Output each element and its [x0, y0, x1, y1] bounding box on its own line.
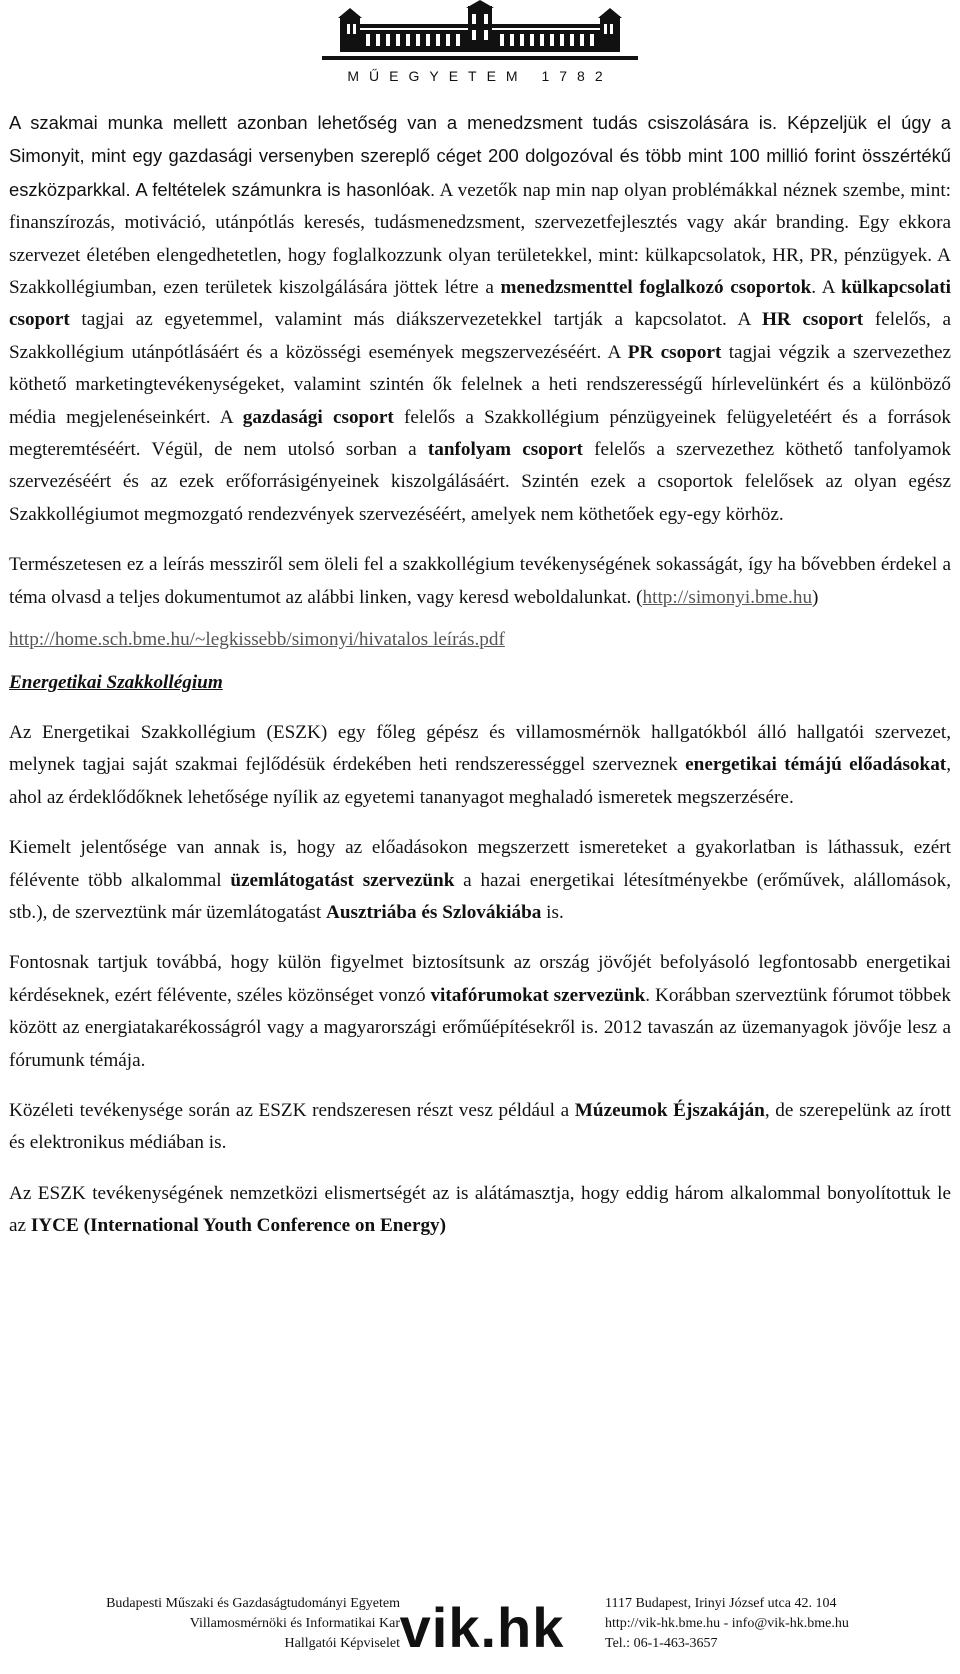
paragraph-simonyi-management: [9, 107, 951, 531]
text-run: is.: [541, 901, 564, 923]
document-pdf-link[interactable]: http://home.sch.bme.hu/~legkissebb/simonyi/hivatalos leírás.pdf: [9, 629, 505, 651]
bold-text: Ausztriába és Szlovákiába: [326, 901, 542, 923]
text-run: felelős, a Szakkollégium utánpótlásáért és a közösségi események megszervezéséért. A: [9, 309, 952, 363]
paragraph-forums: [9, 947, 951, 1077]
paragraph-eszk-intro: [9, 717, 951, 814]
vik-hk-logo-text: vik.hk: [399, 1596, 565, 1659]
bold-text: külkapcsolati csoport: [9, 277, 951, 331]
university-building-icon: [322, 0, 638, 68]
footer-institution: [106, 1594, 400, 1654]
bold-text: HR csoport: [761, 309, 864, 331]
bold-text: IYCE (International Youth Conference on Energy): [30, 1215, 447, 1237]
section-heading-eszk: Energetikai Szakkollégium: [9, 671, 223, 693]
footer-contact: [605, 1594, 849, 1654]
paragraph-site-visits: [9, 832, 951, 929]
text-run: Közéleti tevékenysége során az ESZK rendszeresen részt vesz például a: [9, 1099, 575, 1121]
text-run: A vezetők nap min nap olyan problémákkal néznek szembe, mint: finanszírozás, motiváció, utánpótlás keresés, tudásmenedzsment, szervezetfejlesztés vagy akár branding. Egy ekkora szervezet életében elengedhetetlen, hogy foglalkozzunk olyan területekkel, mint: külkapcsolatok, HR, PR, pénzügyek.: [9, 179, 952, 266]
footer-address: 1117 Budapest, Irinyi József utca 42. 104: [605, 1596, 837, 1611]
text-run: tagjai végzik a szervezethez köthető marketingtevékenységeket, valamint szintén ők felelnek a heti rendszerességű hírlevelünkért és a különböző média megjelenéseinkért. A: [9, 341, 951, 428]
footer-line: Villamosmérnöki és Informatikai Kar: [189, 1616, 400, 1631]
text-run: . A: [811, 277, 842, 299]
text-run: ): [812, 586, 819, 608]
bold-text: Múzeumok Éjszakáján: [574, 1099, 765, 1121]
text-run: . Korábban szerveztünk fórumot többek között az energiatakarékosságról vagy a magyarországi erőműépítésekről is. 2012 tavaszán az üzemanyagok jövője lesz a fórumunk témája.: [9, 984, 951, 1071]
bold-text: gazdasági csoport: [242, 406, 394, 428]
text-run: tagjai az egyetemmel, valamint más diákszervezetekkel tartják a kapcsolatot. A: [69, 309, 762, 331]
text-run: Kiemelt jelentősége van annak is, hogy az előadásokon megszerzett ismereteket a gyakorlatban is láthassuk, ezért félévente több alkalommal: [9, 837, 951, 891]
footer-web-email[interactable]: http://vik-hk.bme.hu - info@vik-hk.bme.hu: [605, 1616, 849, 1631]
text-run: Fontosnak tartjuk továbbá, hogy külön figyelmet biztosítsunk az ország jövőjét befolyásoló legfontosabb energetikai kérdéseknek, ezért félévente, széles közönséget vonzó: [9, 952, 951, 1006]
page-footer: [0, 1592, 960, 1674]
text-run: a hazai energetikai létesítményekbe (erőművek, alállomások, stb.), de szerveztünk már üzemlátogatást: [9, 869, 952, 923]
logo-caption: MŰEGYETEM 1782: [347, 68, 613, 84]
text-run: , de szerepelünk az írott és elektronikus médiában is.: [9, 1099, 951, 1154]
text-run: A Szakkollégiumban, ezen területek kiszolgálására jöttek létre a: [9, 244, 951, 299]
bold-text: üzemlátogatást szervezünk: [230, 869, 455, 891]
text-run: Az Energetikai Szakkollégium (ESZK) egy főleg gépész és villamosmérnök hallgatókból álló hallgatói szervezet, melynek tagjai saját szakmai fejlődésük érdekében heti rendszerességgel szerveznek: [9, 721, 951, 776]
paragraph-public-life: [9, 1095, 951, 1160]
text-run: , ahol az érdeklődőknek lehetősége nyílik az egyetemi tananyagot meghaladó ismeretek megszerzésére.: [9, 754, 951, 808]
footer-line: Budapesti Műszaki és Gazdaságtudományi Egyetem: [106, 1596, 400, 1611]
text-run: felelős a szervezethez köthető tanfolyamok szervezéséért és az ezek erőforrásigényeinek kiszolgálásáért. Szintén ezek a csoportok felelősek az olyan egész Szakkollégiumot megmozgató rendezvények szervezéséért, amelyek nem köthetőek egy-egy körhöz.: [9, 439, 951, 525]
footer-phone: Tel.: 06-1-463-3657: [605, 1636, 718, 1651]
bold-text: PR csoport: [627, 341, 722, 363]
text-run: A szakmai munka mellett azonban lehetőség van a menedzsment tudás csiszolására is. Képzeljük el úgy a Simonyit, mint egy gazdasági versenyben szereplő céget 200 dolgozóval és több mint 100 millió forint összértékű eszközparkkal. A feltételek számunkra is hasonlóak.: [9, 112, 951, 200]
vik-hk-logo: [382, 1592, 582, 1672]
bold-text: tanfolyam csoport: [427, 439, 583, 461]
document-body: [9, 107, 951, 1243]
text-run: Az ESZK tevékenységének nemzetközi elismertségét az is alátámasztja, hogy eddig három alkalommal bonyolítottuk le az: [9, 1182, 951, 1237]
footer-line: Hallgatói Képviselet: [284, 1636, 400, 1651]
bold-text: energetikai témájú előadásokat: [685, 754, 947, 776]
muegyetem-logo: [322, 0, 638, 88]
paragraph-doc-link: [9, 624, 951, 656]
paragraph-more-info: [9, 549, 951, 614]
bold-text: menedzsmenttel foglalkozó csoportok: [500, 277, 812, 299]
simonyi-website-link[interactable]: http://simonyi.bme.hu: [642, 586, 813, 608]
text-run: Természetesen ez a leírás messziről sem öleli fel a szakkollégium tevékenységének sokasságát, így ha bővebben érdekel a téma olvasd a teljes dokumentumot az alábbi linken, vagy keresd weboldalunkat. (: [9, 554, 951, 608]
paragraph-iyce: [9, 1178, 951, 1243]
text-run: felelős a Szakkollégium pénzügyeinek felügyeletéért és a források megteremtéséért. Végül, de nem utolsó sorban a: [9, 406, 952, 461]
bold-text: vitafórumokat szervezünk: [430, 984, 646, 1006]
